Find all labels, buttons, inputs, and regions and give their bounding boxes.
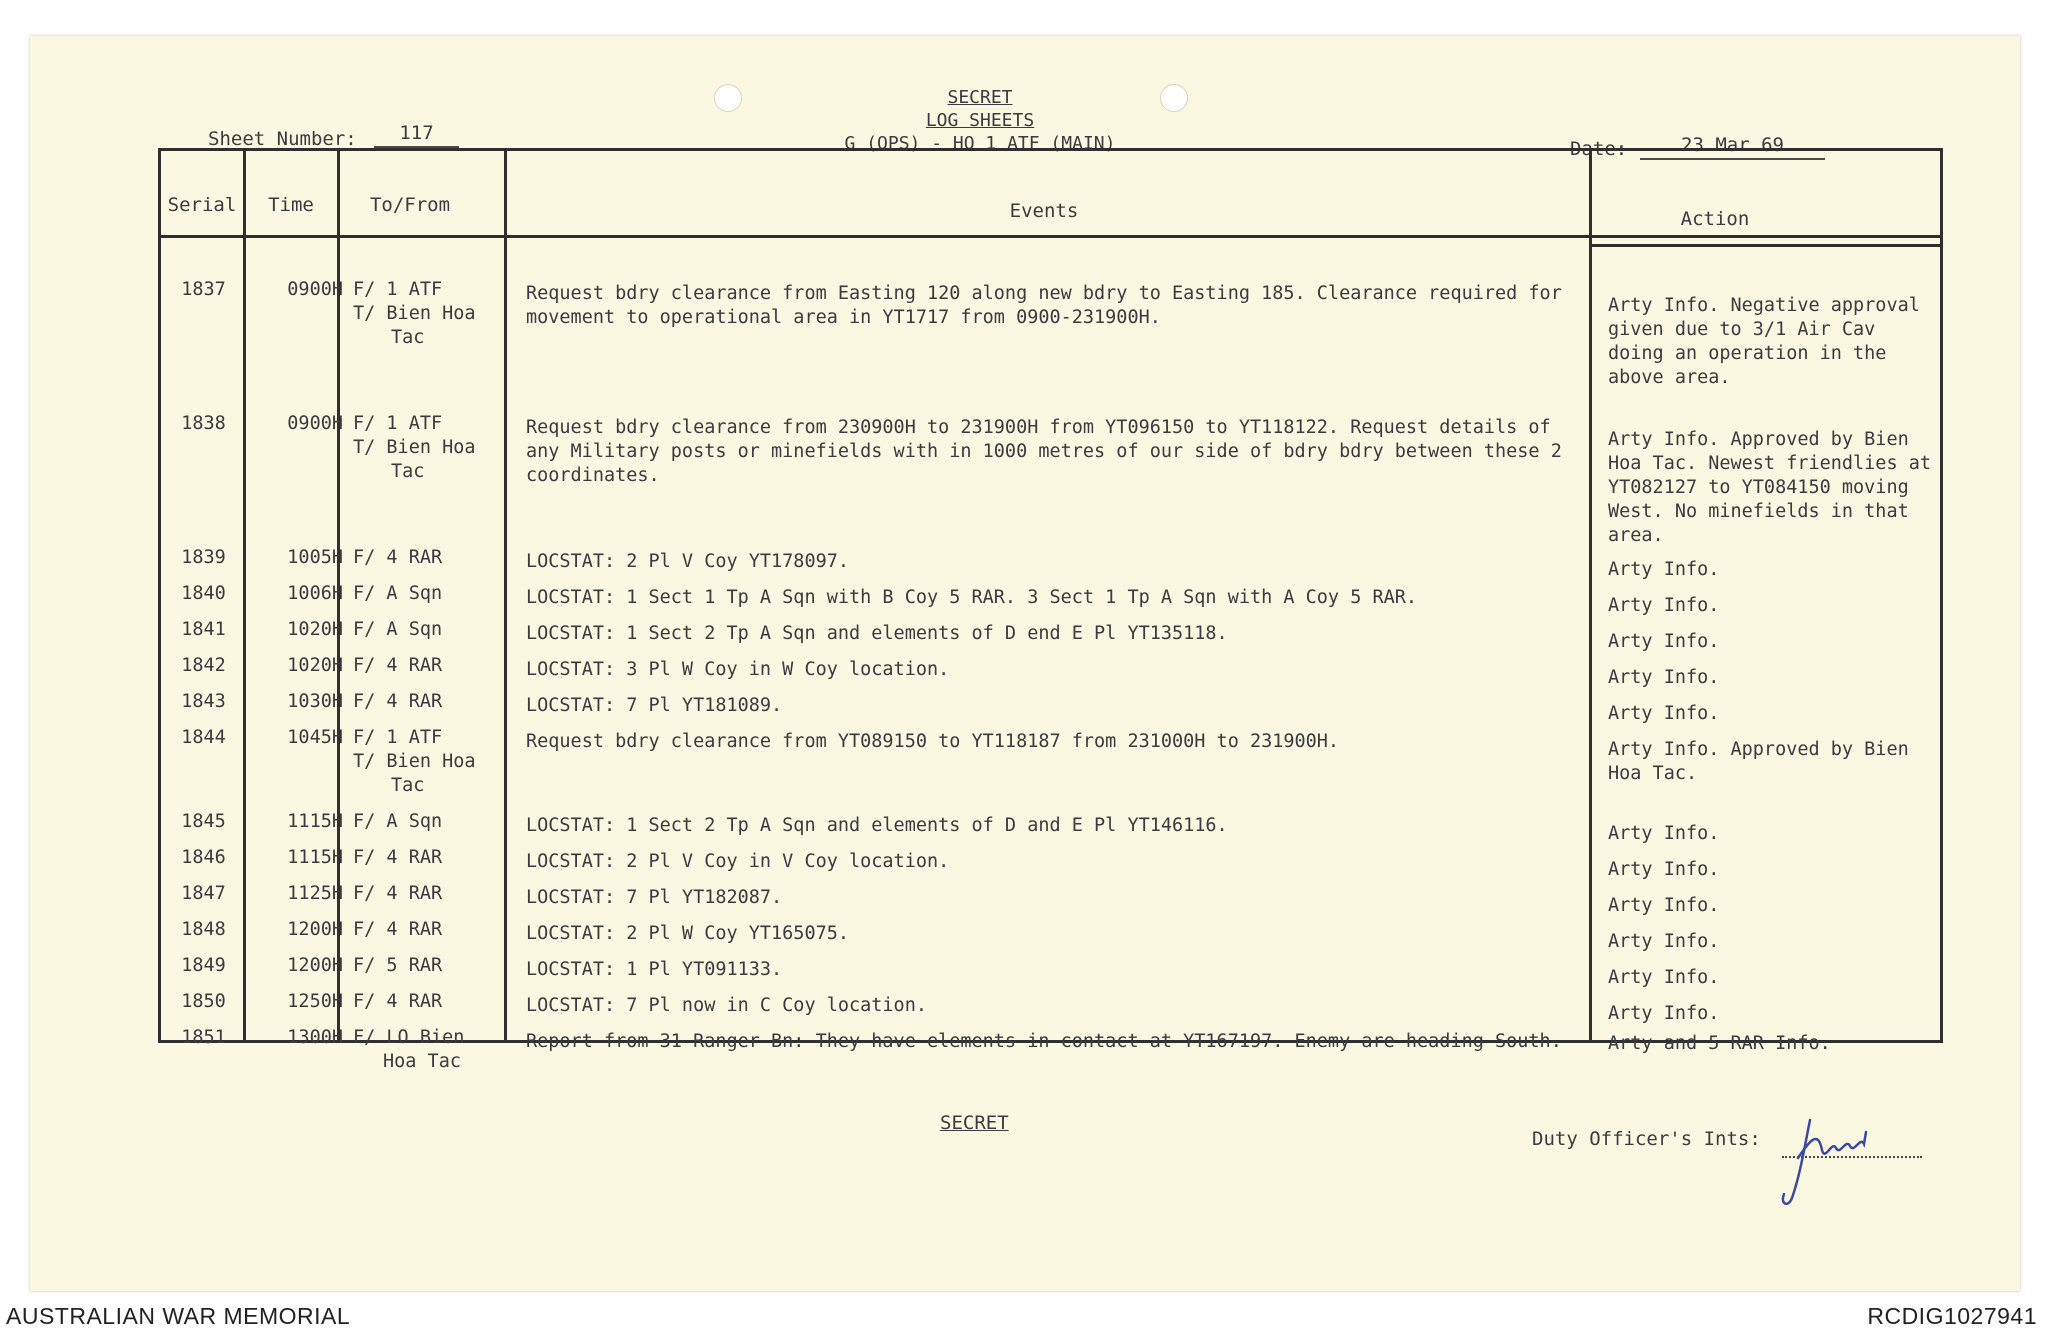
events-cell: LOCSTAT: 7 Pl now in C Coy location. [526,995,927,1016]
time-cell: 1300H [287,1027,343,1048]
time-cell: 1125H [287,883,343,904]
events-cell: Request bdry clearance from YT089150 to YT118187 from 231000H to 231900H. [526,731,1340,752]
events-cell: Report from 31 Ranger Bn: They have elements in contact at YT167197. Enemy are heading South. [526,1031,1562,1052]
title-unit: G (OPS) - HQ 1 ATF (MAIN) [844,133,1116,154]
serial-cell: 1840 [181,583,226,604]
action-cell: Arty Info. [1608,967,1720,988]
col-divider [243,151,246,1040]
serial-cell: 1838 [181,413,226,434]
serial-cell: 1842 [181,655,226,676]
punch-hole-left [714,84,742,112]
tofrom-cell: F/ 4 RAR [353,883,443,904]
col-divider [504,151,507,1040]
tofrom-cell: F/ 4 RAR [353,547,443,568]
sheet-number-label: Sheet Number: [208,128,357,150]
serial-cell: 1837 [181,279,226,300]
tofrom-cell: F/ LO Bien Hoa Tac [353,1027,465,1072]
serial-cell: 1844 [181,727,226,748]
time-cell: 1115H [287,811,343,832]
events-cell: LOCSTAT: 1 Sect 2 Tp A Sqn and elements of D end E Pl YT135118. [526,623,1228,644]
col-header-tofrom: To/From [369,194,451,216]
tofrom-cell: F/ 5 RAR [353,955,443,976]
sheet-number-value: 117 [374,122,459,148]
action-cell: Arty Info. [1608,823,1720,844]
col-header-serial: Serial [167,194,237,216]
events-cell: LOCSTAT: 1 Sect 1 Tp A Sqn with B Coy 5 RAR. 3 Sect 1 Tp A Sqn with A Coy 5 RAR. [526,587,1418,608]
serial-cell: 1848 [181,919,226,940]
date-label: Date: [1570,138,1628,160]
header-divider [161,235,1940,238]
action-cell: Arty Info. [1608,703,1720,724]
action-cell: Arty Info. Approved by Bien Hoa Tac. Newest friendlies at YT082127 to YT084150 moving West. No minefields in that area. [1608,429,1932,546]
events-cell: LOCSTAT: 1 Sect 2 Tp A Sqn and elements of D and E Pl YT146116. [526,815,1228,836]
serial-cell: 1847 [181,883,226,904]
title-log-sheets: LOG SHEETS [925,110,1035,131]
serial-cell: 1845 [181,811,226,832]
events-cell: Request bdry clearance from 230900H to 231900H from YT096150 to YT118122. Request details of any Military posts or minefields with in 1000 metres of our side of bdry bdry between these 2 coordinates. [526,417,1562,486]
action-cell: Arty Info. Negative approval given due to 3/1 Air Cav doing an operation in the above area. [1608,295,1920,388]
events-cell: LOCSTAT: 1 Pl YT091133. [526,959,783,980]
action-cell: Arty Info. [1608,667,1720,688]
time-cell: 1250H [287,991,343,1012]
action-cell: Arty Info. [1608,631,1720,652]
action-cell: Arty Info. [1608,895,1720,916]
serial-cell: 1849 [181,955,226,976]
tofrom-cell: F/ A Sqn [353,619,443,640]
action-cell: Arty Info. Approved by Bien Hoa Tac. [1608,739,1909,784]
punch-hole-right [1160,84,1188,112]
time-cell: 1030H [287,691,343,712]
time-cell: 0900H [287,413,343,434]
tofrom-cell: F/ 4 RAR [353,991,443,1012]
time-cell: 1045H [287,727,343,748]
duty-officer-label: Duty Officer's Ints: [1532,1128,1761,1150]
events-cell: Request bdry clearance from Easting 120 along new bdry to Easting 185. Clearance required for movement to operational area in YT1717 from 0900-231900H. [526,283,1562,328]
tofrom-cell: F/ 1 ATF T/ Bien Hoa Tac [353,413,476,482]
events-cell: LOCSTAT: 7 Pl YT182087. [526,887,783,908]
tofrom-cell: F/ 1 ATF T/ Bien Hoa Tac [353,279,476,348]
serial-cell: 1846 [181,847,226,868]
serial-cell: 1851 [181,1027,226,1048]
time-cell: 1020H [287,655,343,676]
col-header-events: Events [1009,200,1079,222]
time-cell: 1200H [287,919,343,940]
tofrom-cell: F/ 1 ATF T/ Bien Hoa Tac [353,727,476,796]
tofrom-cell: F/ 4 RAR [353,847,443,868]
tofrom-cell: F/ 4 RAR [353,919,443,940]
serial-cell: 1843 [181,691,226,712]
action-cell: Arty Info. [1608,559,1720,580]
footer-classification: SECRET [940,1112,1009,1134]
title-classification: SECRET [947,87,1013,108]
events-cell: LOCSTAT: 7 Pl YT181089. [526,695,783,716]
action-cell: Arty Info. [1608,1003,1720,1024]
date-value: 23 Mar 69 [1640,134,1825,160]
time-cell: 1020H [287,619,343,640]
col-divider [1589,151,1592,1040]
time-cell: 1005H [287,547,343,568]
serial-cell: 1850 [181,991,226,1012]
time-cell: 1115H [287,847,343,868]
events-cell: LOCSTAT: 3 Pl W Coy in W Coy location. [526,659,950,680]
archive-caption-right: RCDIG1027941 [1867,1303,2037,1329]
events-cell: LOCSTAT: 2 Pl V Coy YT178097. [526,551,850,572]
document-title [830,86,1130,155]
action-header-divider [1591,244,1940,247]
col-header-time: Time [268,194,314,216]
serial-cell: 1841 [181,619,226,640]
action-cell: Arty Info. [1608,595,1720,616]
action-cell: Arty Info. [1608,859,1720,880]
archive-caption-left: AUSTRALIAN WAR MEMORIAL [6,1303,351,1329]
col-header-action: Action [1680,208,1750,230]
duty-officer-signature [1770,1100,1920,1210]
serial-cell: 1839 [181,547,226,568]
time-cell: 1006H [287,583,343,604]
action-cell: Arty Info. [1608,931,1720,952]
tofrom-cell: F/ 4 RAR [353,691,443,712]
tofrom-cell: F/ A Sqn [353,583,443,604]
time-cell: 1200H [287,955,343,976]
events-cell: LOCSTAT: 2 Pl V Coy in V Coy location. [526,851,950,872]
time-cell: 0900H [287,279,343,300]
events-cell: LOCSTAT: 2 Pl W Coy YT165075. [526,923,850,944]
tofrom-cell: F/ 4 RAR [353,655,443,676]
action-cell: Arty and 5 RAR Info. [1608,1033,1831,1054]
tofrom-cell: F/ A Sqn [353,811,443,832]
